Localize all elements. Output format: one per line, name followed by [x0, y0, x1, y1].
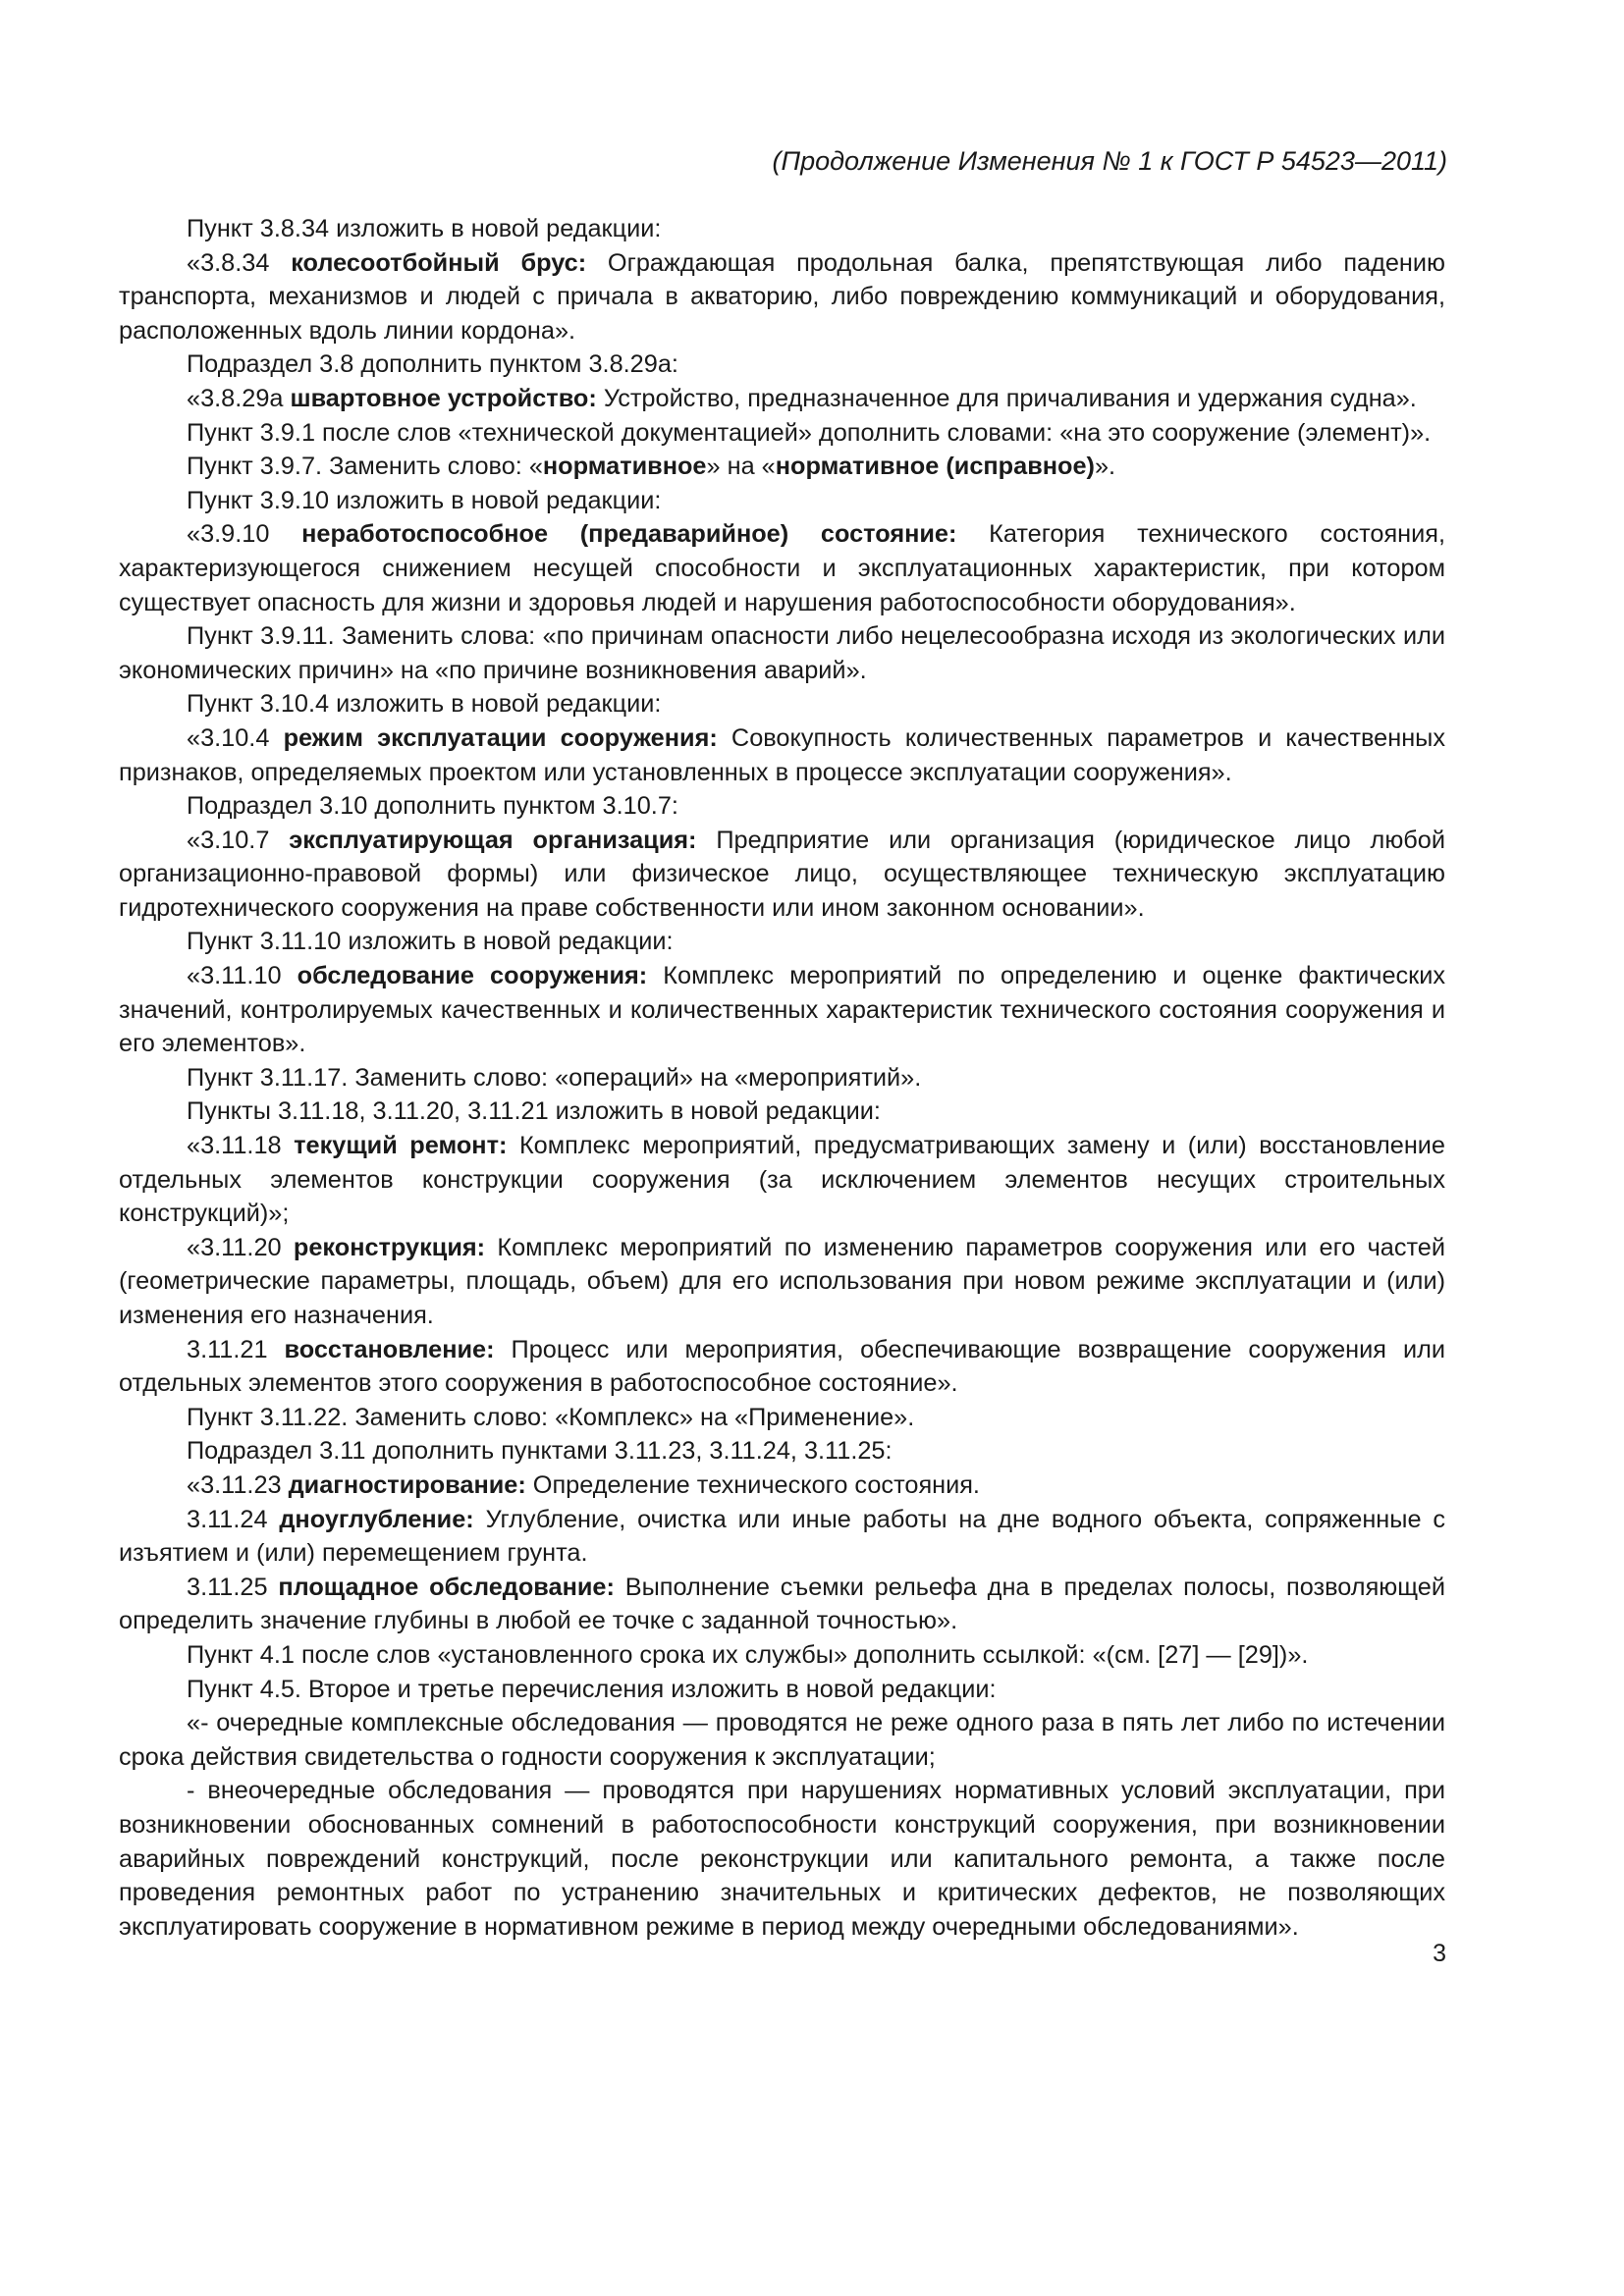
paragraph: [119, 1468, 1445, 1503]
paragraph-text: Комплекс мероприятий, предусматривающих замену и (или) восстановление отдельных элементов конструкции сооружения (за исключением элементов несущих строительных конструкций)»;: [119, 1132, 1445, 1228]
paragraph-text: Предприятие или организация (юридическое лицо любой организационно-правовой формы) или физическое лицо, осуществляющее техническую эксплуатацию гидротехнического сооружения на праве собственности или ином законном основании».: [119, 826, 1445, 922]
paragraph-text: Пункт 3.10.4 изложить в новой редакции:: [187, 690, 662, 719]
paragraph-text: «3.11.18: [187, 1132, 295, 1160]
paragraph: [119, 1673, 1445, 1707]
paragraph-text: Пункт 3.8.34 изложить в новой редакции:: [187, 215, 662, 242]
paragraph-text: «- очередные комплексные обследования — проводятся не реже одного раза в пять лет либо по истечении срока действия свидетельства о годности сооружения к эксплуатации;: [119, 1709, 1445, 1771]
paragraph: [119, 1638, 1445, 1673]
paragraph-text: Подраздел 3.8 дополнить пунктом 3.8.29а:: [187, 350, 678, 379]
page-number: 3: [1433, 1940, 1446, 1967]
paragraph: [119, 450, 1445, 484]
term: нормативное (исправное): [775, 453, 1095, 481]
paragraph: [119, 484, 1445, 518]
paragraph-text: Пункты 3.11.18, 3.11.20, 3.11.21 изложить в новой редакции:: [187, 1097, 881, 1126]
paragraph: [119, 212, 1445, 246]
term: эксплуатирующая организация:: [289, 826, 697, 854]
paragraph: [119, 1129, 1445, 1231]
paragraph-text: 3.11.25: [187, 1573, 279, 1601]
paragraph: [119, 347, 1445, 382]
paragraph: [119, 1571, 1445, 1638]
paragraph-text: Комплекс мероприятий по определению и оценке фактических значений, контролируемых качественных и количественных характеристик технического состояния сооружения и его элементов».: [119, 962, 1446, 1058]
paragraph: [119, 1503, 1445, 1571]
paragraph: [119, 1333, 1445, 1401]
paragraph-text: ».: [1094, 453, 1116, 481]
paragraph-text: Определение технического состояния.: [525, 1470, 980, 1499]
term: диагностирование:: [288, 1470, 526, 1499]
paragraph: [119, 246, 1445, 348]
paragraph-text: «3.8.34: [187, 248, 292, 277]
term: швартовное устройство:: [290, 384, 597, 412]
paragraph: [119, 721, 1445, 789]
paragraph: [119, 959, 1445, 1061]
paragraph-text: Ограждающая продольная балка, препятствующая либо падению транспорта, механизмов и людей с причала в акваторию, либо повреждению коммуникаций и оборудования, расположенных вдоль линии кордона».: [119, 248, 1445, 345]
paragraph-text: Совокупность количественных параметров и качественных признаков, определяемых проектом или установленных в процессе эксплуатации сооружения».: [119, 723, 1445, 786]
paragraph: [119, 1061, 1445, 1095]
paragraph: [119, 619, 1445, 687]
paragraph: [119, 789, 1445, 824]
paragraph: [119, 517, 1445, 619]
paragraph-text: «3.11.20: [187, 1233, 294, 1261]
paragraph-text: Пункт 3.9.1 после слов «технической документацией» дополнить словами: «на это сооружение (элемент)».: [187, 418, 1432, 447]
document-body: [119, 212, 1445, 1944]
paragraph-text: «3.10.7: [187, 826, 290, 854]
paragraph-text: Устройство, предназначенное для причаливания и удержания судна».: [596, 384, 1417, 412]
running-header: (Продолжение Изменения № 1 к ГОСТ Р 54523—2011): [772, 146, 1447, 176]
term: восстановление:: [284, 1335, 495, 1363]
term: площадное обследование:: [278, 1573, 615, 1601]
paragraph-text: Пункт 3.9.10 изложить в новой редакции:: [187, 486, 662, 514]
paragraph: [119, 416, 1445, 451]
paragraph-text: «3.11.10: [187, 962, 298, 990]
term: обследование сооружения:: [297, 962, 648, 990]
paragraph-text: Пункт 3.9.7. Заменить слово: «: [187, 453, 543, 481]
paragraph: [119, 1774, 1445, 1944]
paragraph-text: Категория технического состояния, характеризующегося снижением несущей способности и эксплуатационных характеристик, при котором существует опасность для жизни и здоровья людей и нарушения работоспособности оборудования».: [119, 520, 1445, 616]
paragraph-text: «3.10.4: [187, 723, 284, 752]
paragraph-text: «3.8.29а: [187, 384, 291, 412]
paragraph: [119, 1095, 1445, 1129]
paragraph-text: Пункт 3.11.17. Заменить слово: «операций» на «мероприятий».: [187, 1063, 922, 1092]
paragraph-text: Комплекс мероприятий по изменению параметров сооружения или его частей (геометрические параметры, площадь, объем) для его использования при новом режиме эксплуатации и (или) изменения его назначения.: [119, 1233, 1445, 1329]
paragraph-text: 3.11.21: [187, 1335, 285, 1363]
paragraph-text: Пункт 3.11.10 изложить в новой редакции:: [187, 928, 674, 956]
paragraph: [119, 925, 1445, 959]
paragraph-text: - внеочередные обследования — проводятся при нарушениях нормативных условий эксплуатации, при возникновении обоснованных сомнений в работоспособности конструкций сооружения, при возникновении аварийных повреждений конструкций, после реконструкции или капитального ремонта, а также после проведения ремонтных работ по устранению значительных и критических дефектов, не позволяющих эксплуатировать сооружение в нормативном режиме в период между очередными обследованиями».: [119, 1777, 1445, 1941]
paragraph: [119, 824, 1445, 926]
paragraph-text: Пункт 4.5. Второе и третье перечисления изложить в новой редакции:: [187, 1675, 997, 1703]
paragraph-text: Процесс или мероприятия, обеспечивающие возвращение сооружения или отдельных элементов этого сооружения в работоспособное состояние».: [119, 1335, 1445, 1398]
term: дноуглубление:: [279, 1505, 474, 1533]
paragraph-text: Выполнение съемки рельефа дна в пределах полосы, позволяющей определить значение глубины в любой ее точке с заданной точностью».: [119, 1573, 1445, 1635]
paragraph-text: Пункт 3.9.11. Заменить слова: «по причинам опасности либо нецелесообразна исходя из экологических или экономических причин» на «по причине возникновения аварий».: [119, 622, 1445, 684]
paragraph: [119, 1401, 1445, 1435]
term: реконструкция:: [293, 1233, 486, 1261]
paragraph: [119, 1434, 1445, 1468]
term: нормативное: [542, 453, 707, 481]
paragraph-text: Углубление, очистка или иные работы на дне водного объекта, сопряженные с изъятием и (или) перемещением грунта.: [119, 1505, 1445, 1568]
paragraph-text: Подраздел 3.10 дополнить пунктом 3.10.7:: [187, 792, 678, 821]
paragraph: [119, 1231, 1445, 1333]
paragraph: [119, 687, 1445, 721]
paragraph-text: Подраздел 3.11 дополнить пунктами 3.11.23, 3.11.24, 3.11.25:: [187, 1437, 893, 1466]
term: колесоотбойный брус:: [291, 248, 587, 277]
paragraph-text: Пункт 4.1 после слов «установленного срока их службы» дополнить ссылкой: «(см. [27] — [29])».: [187, 1640, 1309, 1669]
paragraph-text: Пункт 3.11.22. Заменить слово: «Комплекс» на «Применение».: [187, 1403, 915, 1431]
paragraph-text: » на «: [706, 453, 776, 481]
term: текущий ремонт:: [294, 1132, 508, 1160]
paragraph-text: 3.11.24: [187, 1505, 280, 1533]
term: неработоспособное (предаварийное) состояние:: [301, 520, 957, 549]
paragraph: [119, 382, 1445, 416]
paragraph-text: «3.11.23: [187, 1470, 289, 1499]
paragraph-text: «3.9.10: [187, 520, 302, 549]
term: режим эксплуатации сооружения:: [283, 723, 718, 752]
paragraph: [119, 1706, 1445, 1774]
